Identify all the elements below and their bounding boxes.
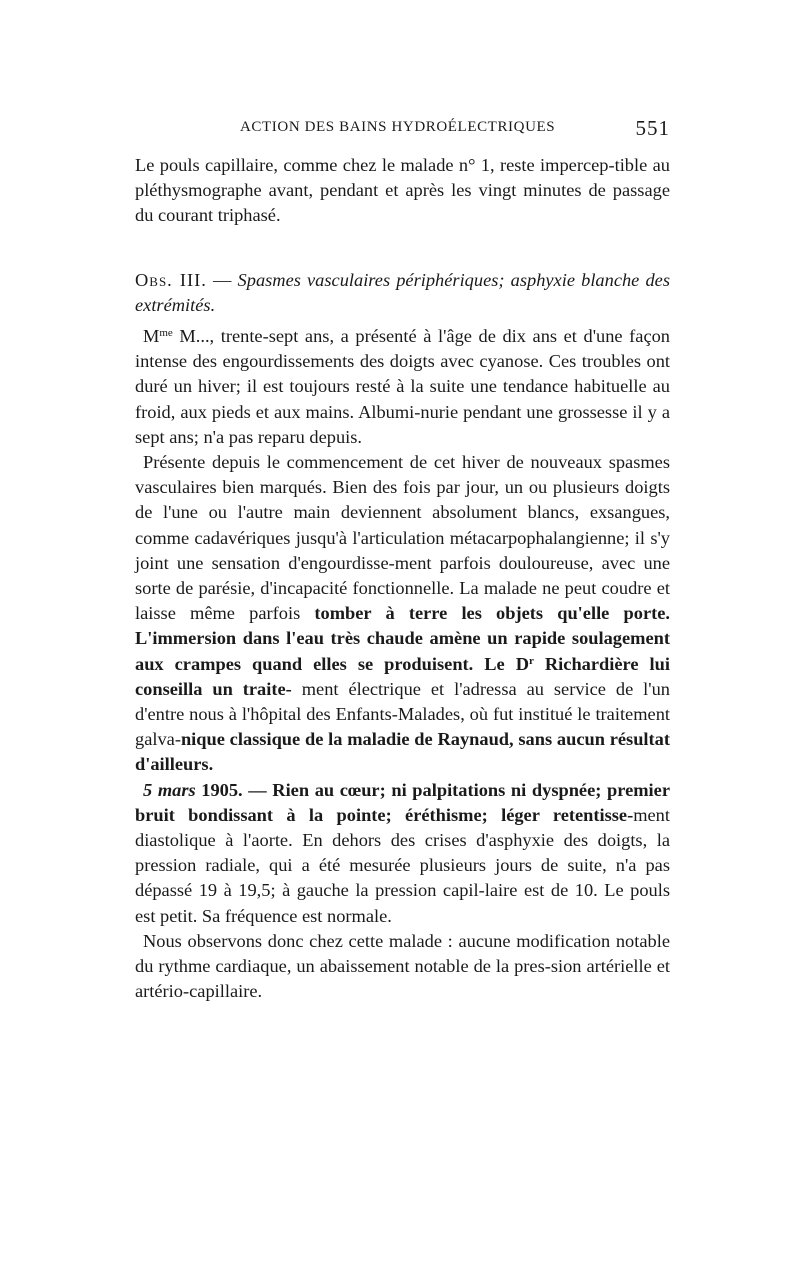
paragraph-pulse-text: Le pouls capillaire, comme chez le malade n° 1, reste impercep-tible au pléthysmographe avant, pendant et après les vingt minutes de passage du courant triphasé. xyxy=(135,155,670,226)
paragraph-present xyxy=(135,450,670,778)
observation-heading xyxy=(135,268,670,318)
page-number: 551 xyxy=(635,116,670,140)
madame-sup: me xyxy=(159,327,173,340)
exam-pressure: ment diastolique à l'aorte. En dehors des crises d'asphyxie des doigts, la pression radiale, qui a été mesurée plusieurs jours de suite, n'a pas dépassé 19 à 19,5; à gauche la pression capil-laire est de 10. Le pouls est petit. Sa fréquence est normale. xyxy=(135,804,670,926)
madame-abbrev: M xyxy=(143,326,160,347)
paragraph-conclusion-text: Nous observons donc chez cette malade : aucune modification notable du rythme cardiaque, un abaissement notable de la pres-sion artérielle et artério-capillaire. xyxy=(135,930,670,1002)
paragraph-exam xyxy=(135,778,670,929)
paragraph-present-b: tomber à terre les objets qu'elle porte. L'immersion dans l'eau très chaude amène un rapide soulagement aux crampes quand elles se produisent. Le D xyxy=(135,603,670,674)
exam-date: 5 mars xyxy=(143,779,196,800)
running-title: ACTION DES BAINS HYDROÉLECTRIQUES xyxy=(240,119,556,135)
running-head xyxy=(135,116,670,143)
body-text xyxy=(135,153,670,1005)
paragraph-history xyxy=(135,324,670,450)
paragraph-history-text: M..., trente-sept ans, a présenté à l'âge de dix ans et d'une façon intense des engourdissements des doigts avec cyanose. Ces troubles ont duré un hiver; il est toujours resté à la suite une tendance habituelle au froid, aux pieds et aux mains. Albumi-nurie pendant une grossesse il y a sept ans; n'a pas reparu depuis. xyxy=(135,326,670,447)
observation-label: Obs. III. xyxy=(135,269,207,290)
paragraph-pulse xyxy=(135,153,670,229)
doctor-sup: r xyxy=(529,654,534,667)
paragraph-conclusion xyxy=(135,929,670,1005)
observation-dash: — xyxy=(206,269,238,290)
paragraph-present-c: Richardière lui conseilla un traite- xyxy=(135,653,670,699)
paragraph-present-e: nique classique de la maladie de Raynaud, sans aucun résultat d'ailleurs. xyxy=(135,729,670,775)
observation-title: Spasmes vasculaires périphériques; asphyxie blanche des extrémités. xyxy=(135,269,670,315)
paragraph-present-a: Présente depuis le commencement de cet hiver de nouveaux spasmes vasculaires bien marqués. Bien des fois par jour, un ou plusieurs doigts de l'une ou l'autre main deviennent absolument blancs, exsangues, comme cadavériques jusqu'à l'articulation métacarpophalangienne; il s'y joint une sensation d'engourdisse-ment parfois douloureuse, avec une sorte de parésie, d'incapacité fonctionnelle. La malade ne peut coudre et laisse même parfois xyxy=(135,452,670,624)
exam-findings: 1905. — Rien au cœur; ni palpitations ni dyspnée; premier bruit bondissant à la pointe; éréthisme; léger retentisse- xyxy=(135,779,670,825)
paragraph-present-d: ment électrique et l'adressa au service de l'un d'entre nous à l'hôpital des Enfants-Malades, où fut institué le traitement galva- xyxy=(135,678,670,750)
